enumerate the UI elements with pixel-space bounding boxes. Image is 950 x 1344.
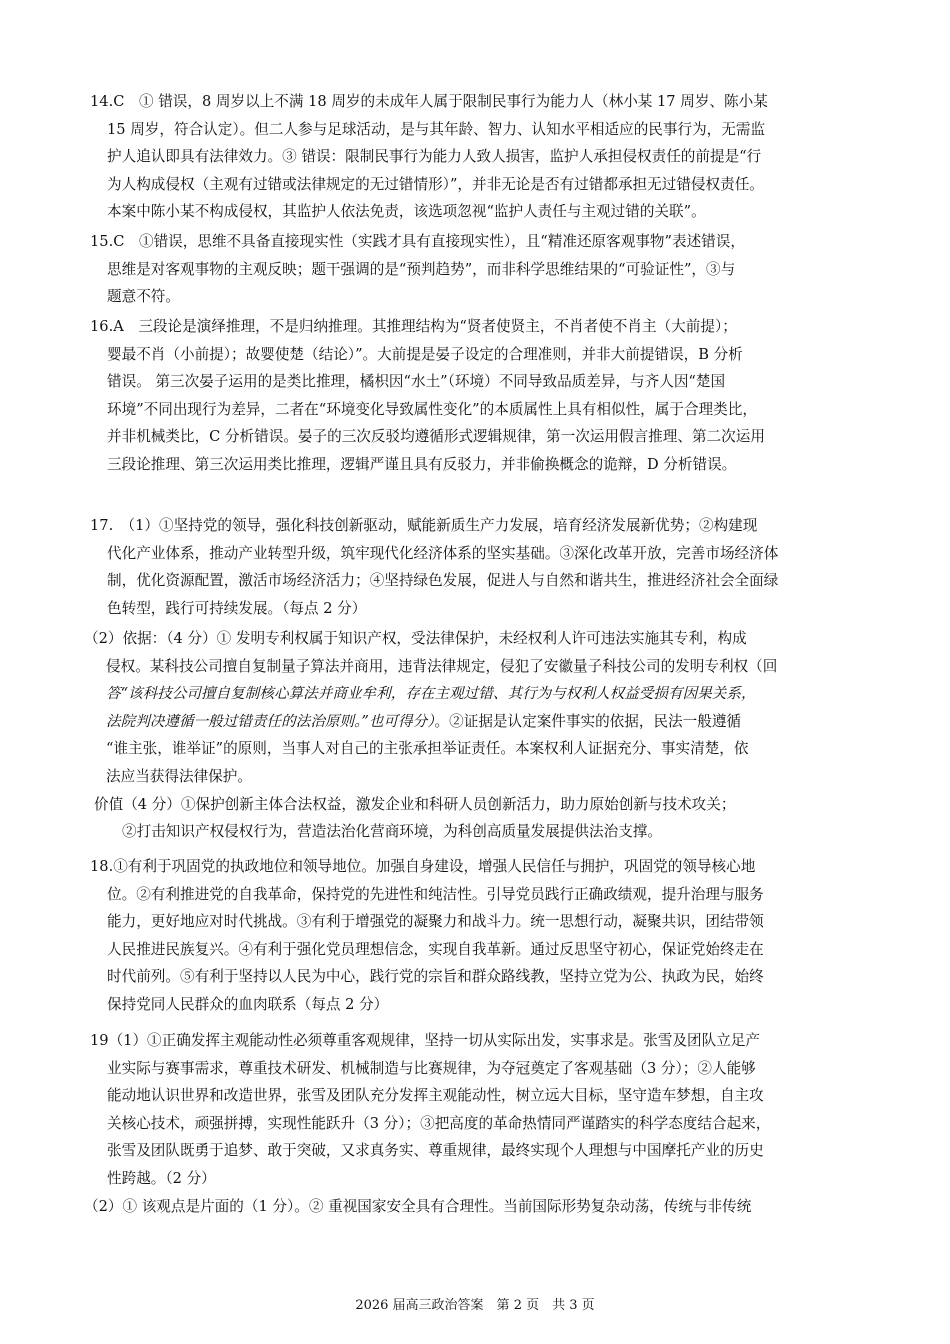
answer-line: 环境”不同出现行为差异，二者在“环境变化导致属性变化”的本质属性上具有相似性，属于合理类比， xyxy=(107,400,757,418)
answer-line: 色转型，践行可持续发展。（每点 2 分） xyxy=(107,599,367,617)
answer-line: 19（1）①正确发挥主观能动性必须尊重客观规律，坚持一切从实际出发，实事求是。张雪及团队立足产 xyxy=(90,1032,760,1049)
answer-line: 时代前列。⑤有利于坚持以人民为中心，践行党的宗旨和群众路线教，坚持立党为公、执政为民，始终 xyxy=(107,968,764,986)
answer-19-part-2 xyxy=(84,1193,870,1221)
answer-line: 14.C ① 错误，8 周岁以上不满 18 周岁的未成年人属于限制民事行为能力人（林小某 17 周岁、陈小某 xyxy=(90,93,768,110)
answer-15 xyxy=(90,228,870,311)
answer-line-value: 价值（4 分）①保护创新主体合法权益，激发企业和科研人员创新活力，助力原始创新与技术攻关； xyxy=(94,795,736,813)
answer-16 xyxy=(90,313,870,479)
page-footer: 2026 届高三政治答案 第 2 页 共 3 页 xyxy=(355,1298,595,1313)
answer-line: 代化产业体系，推动产业转型升级，筑牢现代化经济体系的坚实基础。③深化改革开放，完善市场经济体 xyxy=(107,544,779,562)
answer-line: 业实际与赛事需求，尊重技术研发、机械制造与比赛规律，为夺冠奠定了客观基础（3 分）；②人能够 xyxy=(107,1059,756,1077)
answer-line: 婴最不肖（小前提）；故婴使楚（结论）”。大前提是晏子设定的合理准则，并非大前提错误，B 分析 xyxy=(107,345,743,363)
answer-18 xyxy=(90,853,870,1019)
answer-line: 15 周岁，符合认定）。但二人参与足球活动，是与其年龄、智力、认知水平相适应的民事行为，无需监 xyxy=(107,120,766,138)
answer-line: 侵权。某科技公司擅自复制量子算法并商用，违背法律规定，侵犯了安徽量子科技公司的发明专利权（回 xyxy=(106,657,778,675)
alt-answer-text: 法院判决遵循一般过错责任的法治原则。”也可得分） xyxy=(106,712,435,730)
answer-17-part-1 xyxy=(90,512,870,622)
answer-line: 能动地认识世界和改造世界，张雪及团队充分发挥主观能动性，树立远大目标，坚守造车梦想，自主攻 xyxy=(107,1087,764,1105)
answer-line: 张雪及团队既勇于追梦、敢于突破，又求真务实、尊重规律，最终实现个人理想与中国摩托产业的历史 xyxy=(107,1142,764,1160)
answer-text: 。②证据是认定案件事实的依据，民法一般遵循 xyxy=(434,712,742,730)
answer-line: 关核心技术，顽强拼搏，实现性能跃升（3 分）；③把高度的革命热情同严谨踏实的科学态度结合起来， xyxy=(107,1114,771,1132)
answer-line-alt: 答“该科技公司擅自复制核心算法并商业牟利，存在主观过错、其行为与权利人权益受损有因果关系， xyxy=(106,685,756,703)
answer-line-alt-end xyxy=(84,708,870,736)
answer-line: 15.C ①错误，思维不具备直接现实性（实践才具有直接现实性），且“精准还原客观事物”表述错误， xyxy=(90,233,745,250)
answer-line: 17. （1）①坚持党的领导，强化科技创新驱动，赋能新质生产力发展，培育经济发展新优势；②构建现 xyxy=(90,517,758,534)
answer-line: 并非机械类比，C 分析错误。晏子的三次反驳均遵循形式逻辑规律，第一次运用假言推理、第二次运用 xyxy=(107,428,765,446)
answer-line: 法应当获得法律保护。 xyxy=(106,767,252,785)
answer-line: 思维是对客观事物的主观反映；题干强调的是“预判趋势”，而非科学思维结果的“可验证性”，③与 xyxy=(107,260,736,278)
answer-line: 18.①有利于巩固党的执政地位和领导地位。加强自身建设，增强人民信任与拥护，巩固党的领导核心地 xyxy=(90,858,756,875)
answer-line: 保持党同人民群众的血肉联系（每点 2 分） xyxy=(107,995,389,1013)
answer-line: （2）依据：（4 分）① 发明专利权属于知识产权，受法律保护，未经权利人许可违法实施其专利，构成 xyxy=(84,630,747,647)
answer-line: 位。②有利推进党的自我革命，保持党的先进性和纯洁性。引导党员践行正确政绩观，提升治理与服务 xyxy=(107,885,764,903)
answer-line: “谁主张，谁举证”的原则，当事人对自己的主张承担举证责任。本案权利人证据充分、事实清楚，依 xyxy=(106,740,749,758)
answer-line: （2）① 该观点是片面的（1 分）。② 重视国家安全具有合理性。当前国际形势复杂动荡，传统与非传统 xyxy=(84,1198,752,1215)
answer-line-value: ②打击知识产权侵权行为，营造法治化营商环境，为科创高质量发展提供法治支撑。 xyxy=(122,823,662,841)
answer-line: 为人构成侵权（主观有过错或法律规定的无过错情形）”，并非无论是否有过错都承担无过错侵权责任。 xyxy=(107,175,764,193)
answer-line: 本案中陈小某不构成侵权，其监护人依法免责，该选项忽视“监护人责任与主观过错的关联”。 xyxy=(107,203,706,221)
answer-14 xyxy=(90,88,870,226)
answer-line: 性跨越。（2 分） xyxy=(107,1169,216,1187)
answer-line: 三段论推理、第三次运用类比推理，逻辑严谨且具有反驳力，并非偷换概念的诡辩，D 分析错误。 xyxy=(107,455,737,473)
answer-line: 能力，更好地应对时代挑战。③有利于增强党的凝聚力和战斗力。统一思想行动，凝聚共识，团结带领 xyxy=(107,913,764,931)
answer-line: 护人追认即具有法律效力。③ 错误：限制民事行为能力人致人损害，监护人承担侵权责任的前提是“行 xyxy=(107,148,762,166)
answer-19-part-1 xyxy=(90,1027,870,1193)
answer-line: 错误。 第三次晏子运用的是类比推理，橘枳因“水土”（环境）不同导致品质差异，与齐人因“楚国 xyxy=(107,373,726,391)
answer-line: 16.A 三段论是演绎推理，不是归纳推理。其推理结构为“贤者使贤主，不肖者使不肖主（大前提）； xyxy=(90,318,737,335)
answer-line: 题意不符。 xyxy=(107,288,180,306)
answer-line: 制，优化资源配置，激活市场经济活力；④坚持绿色发展，促进人与自然和谐共生，推进经济社会全面绿 xyxy=(107,572,779,590)
answer-17-part-2 xyxy=(84,625,870,846)
answer-line: 人民推进民族复兴。④有利于强化党员理想信念，实现自我革新。通过反思坚守初心，保证党始终走在 xyxy=(107,940,764,958)
